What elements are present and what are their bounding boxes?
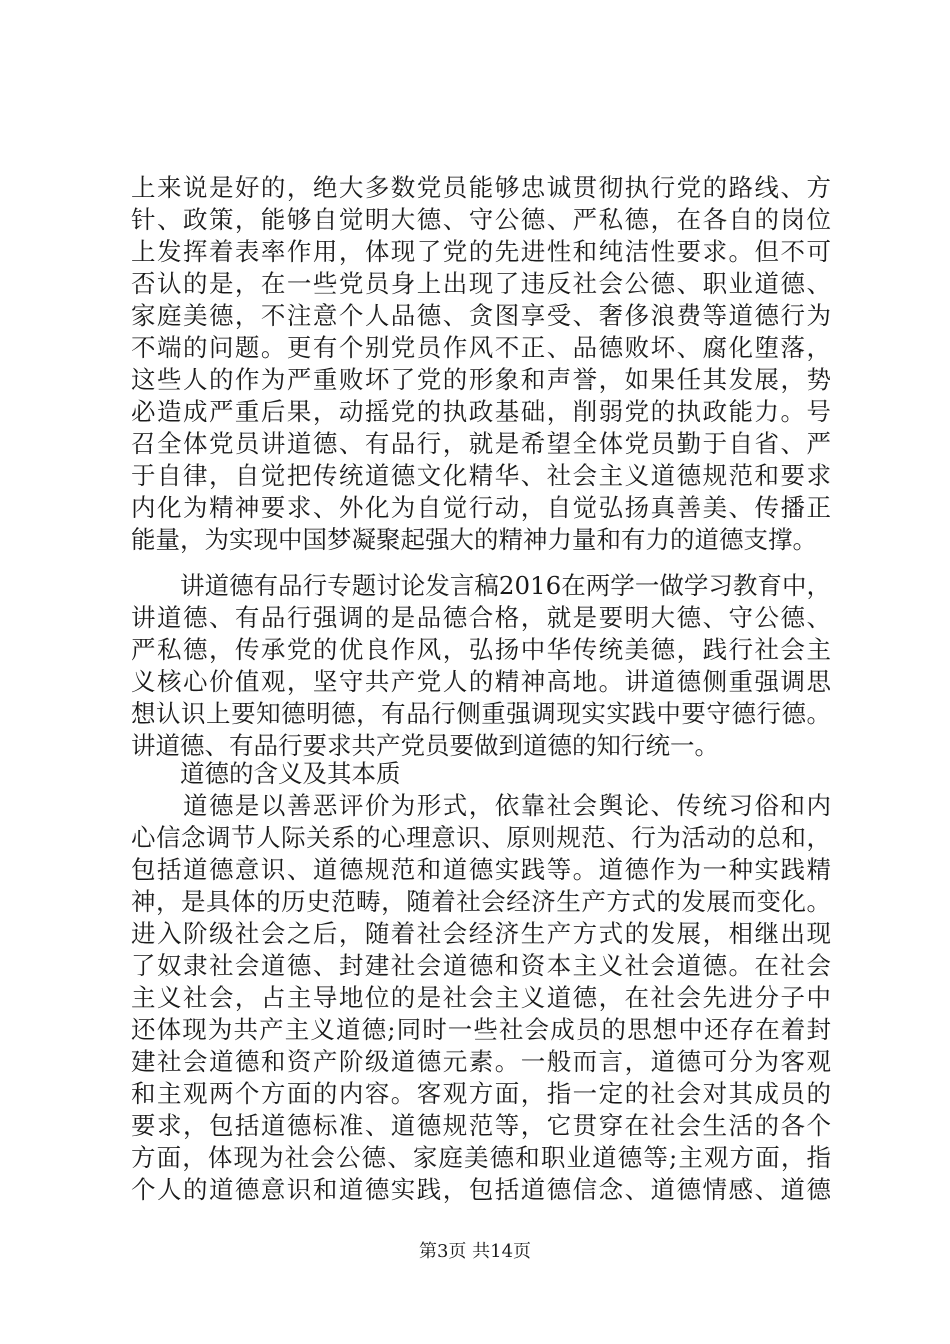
paragraph-line: 于自律，自觉把传统道德文化精华、社会主义道德规范和要求 — [131, 461, 831, 490]
paragraph-1 — [131, 172, 831, 556]
paragraph-line: 进入阶级社会之后，随着社会经济生产方式的发展，相继出现 — [131, 919, 831, 948]
paragraph-line: 严私德，传承党的优良作风，弘扬中华传统美德，践行社会主 — [131, 635, 831, 664]
paragraph-line: 要求，包括道德标准、道德规范等，它贯穿在社会生活的各个 — [131, 1111, 831, 1140]
paragraph-line: 不端的问题。更有个别党员作风不正、品德败坏、腐化堕落， — [131, 333, 831, 362]
paragraph-line: 建社会道德和资产阶级道德元素。一般而言，道德可分为客观 — [131, 1047, 831, 1076]
paragraph-line: 这些人的作为严重败坏了党的形象和声誉，如果任其发展，势 — [131, 365, 831, 394]
paragraph-line: 和主观两个方面的内容。客观方面，指一定的社会对其成员的 — [131, 1079, 831, 1108]
paragraph-line: 内化为精神要求、外化为自觉行动，自觉弘扬真善美、传播正 — [131, 493, 831, 522]
paragraph-line: 能量，为实现中国梦凝聚起强大的精神力量和有力的道德支撑。 — [131, 525, 817, 554]
paragraph-line: 义核心价值观，坚守共产党人的精神高地。讲道德侧重强调思 — [131, 667, 831, 696]
paragraph-line: 上发挥着表率作用，体现了党的先进性和纯洁性要求。但不可 — [131, 237, 831, 266]
paragraph-line: 方面，体现为社会公德、家庭美德和职业道德等;主观方面，指 — [131, 1143, 831, 1172]
paragraph-line: 针、政策，能够自觉明大德、守公德、严私德，在各自的岗位 — [131, 205, 831, 234]
paragraph-3 — [131, 790, 831, 1206]
paragraph-line: 神，是具体的历史范畴，随着社会经济生产方式的发展而变化。 — [131, 887, 831, 916]
paragraph-line: 道德是以善恶评价为形式，依靠社会舆论、传统习俗和内 — [131, 791, 831, 820]
paragraph-line: 包括道德意识、道德规范和道德实践等。道德作为一种实践精 — [131, 855, 831, 884]
paragraph-line: 讲道德有品行专题讨论发言稿2016在两学一做学习教育中， — [131, 571, 831, 600]
paragraph-line: 必造成严重后果，动摇党的执政基础，削弱党的执政能力。号 — [131, 397, 831, 426]
paragraph-2 — [131, 570, 831, 762]
paragraph-line: 上来说是好的，绝大多数党员能够忠诚贯彻执行党的路线、方 — [131, 173, 831, 202]
page-number-label: 第3页 共14页 — [418, 1241, 532, 1262]
paragraph-line: 讲道德、有品行要求共产党员要做到道德的知行统一。 — [131, 731, 719, 760]
paragraph-line: 还体现为共产主义道德;同时一些社会成员的思想中还存在着封 — [131, 1015, 831, 1044]
paragraph-line: 心信念调节人际关系的心理意识、原则规范、行为活动的总和， — [131, 823, 831, 852]
page-footer — [0, 1240, 950, 1264]
paragraph-line: 主义社会，占主导地位的是社会主义道德，在社会先进分子中 — [131, 983, 831, 1012]
paragraph-line: 了奴隶社会道德、封建社会道德和资本主义社会道德。在社会 — [131, 951, 831, 980]
section-heading: 道德的含义及其本质 — [131, 759, 401, 788]
paragraph-line: 想认识上要知德明德，有品行侧重强调现实实践中要守德行德。 — [131, 699, 831, 728]
paragraph-line: 召全体党员讲道德、有品行，就是希望全体党员勤于自省、严 — [131, 429, 831, 458]
paragraph-line: 否认的是，在一些党员身上出现了违反社会公德、职业道德、 — [131, 269, 831, 298]
paragraph-line: 个人的道德意识和道德实践，包括道德信念、道德情感、道德 — [131, 1175, 831, 1204]
paragraph-line: 讲道德、有品行强调的是品德合格，就是要明大德、守公德、 — [131, 603, 831, 632]
paragraph-line: 家庭美德，不注意个人品德、贪图享受、奢侈浪费等道德行为 — [131, 301, 831, 330]
